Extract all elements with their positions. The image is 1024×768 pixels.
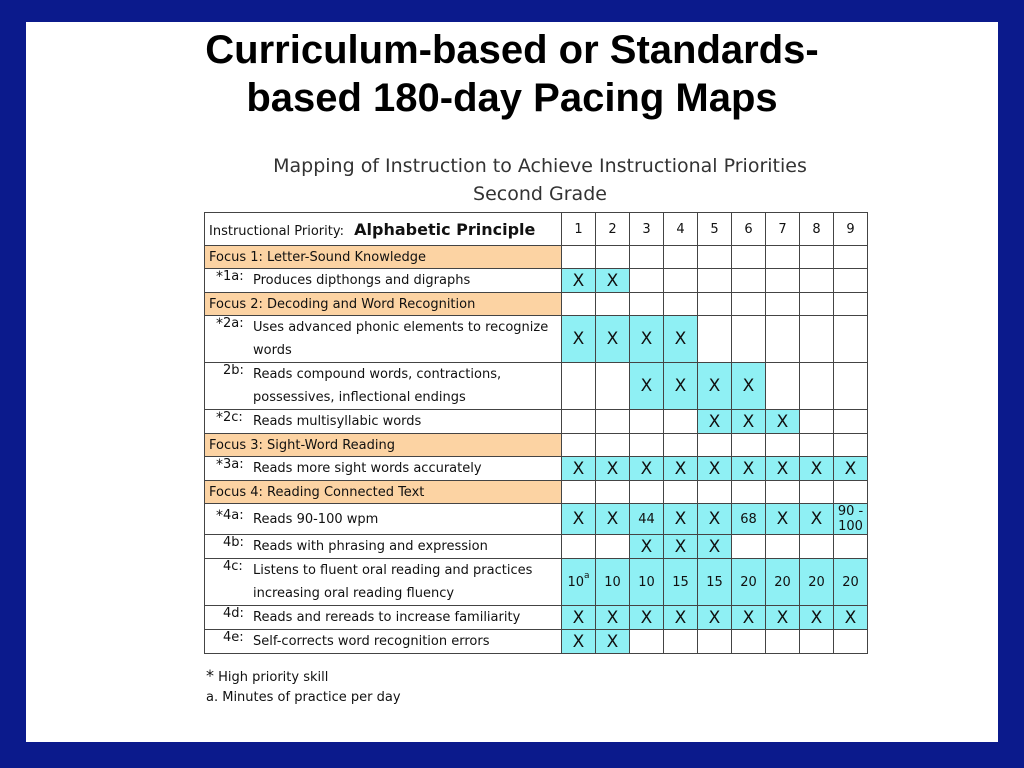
scheduled-cell bbox=[732, 504, 766, 535]
scheduled-cell bbox=[698, 410, 732, 434]
focus-empty-cell bbox=[596, 293, 630, 316]
focus-empty-cell bbox=[698, 434, 732, 457]
empty-cell bbox=[834, 535, 868, 559]
skill-description: Reads and rereads to increase familiarity bbox=[253, 610, 521, 625]
skill-description: Reads with phrasing and expression bbox=[253, 539, 488, 554]
empty-cell bbox=[834, 363, 868, 410]
empty-cell bbox=[596, 410, 630, 434]
table-notes bbox=[206, 666, 401, 708]
focus-empty-cell bbox=[834, 246, 868, 269]
cell-value: 90 - 100 bbox=[837, 504, 864, 534]
skill-label-cell bbox=[205, 504, 562, 535]
skill-label-cell bbox=[205, 410, 562, 434]
scheduled-cell bbox=[562, 269, 596, 293]
skill-label-cell bbox=[205, 559, 562, 606]
cell-value: X bbox=[640, 607, 653, 628]
focus-empty-cell bbox=[834, 434, 868, 457]
note-high-priority-text: High priority skill bbox=[218, 670, 329, 685]
cell-value: X bbox=[572, 509, 585, 529]
skill-description: Self-corrects word recognition errors bbox=[253, 634, 490, 649]
focus-empty-cell bbox=[732, 246, 766, 269]
cell-value: X bbox=[640, 329, 653, 349]
cell-value: 10 bbox=[567, 574, 585, 590]
cell-value: X bbox=[606, 329, 619, 349]
empty-cell bbox=[766, 630, 800, 654]
slide-canvas bbox=[26, 22, 998, 742]
skill-code: 4c: bbox=[223, 559, 243, 574]
cell-value: 20 bbox=[808, 574, 825, 590]
cell-value: X bbox=[810, 509, 823, 529]
empty-cell bbox=[732, 316, 766, 363]
cell-value: 10 bbox=[638, 574, 655, 590]
pacing-map-table bbox=[204, 212, 868, 654]
skill-code: 1a: bbox=[223, 269, 244, 284]
title-line-1: Curriculum-based or Standards- bbox=[205, 28, 819, 72]
cell-value: 10 bbox=[604, 574, 621, 590]
focus-empty-cell bbox=[562, 293, 596, 316]
scheduled-cell bbox=[630, 457, 664, 481]
focus-empty-cell bbox=[698, 246, 732, 269]
focus-empty-cell bbox=[664, 293, 698, 316]
cell-value: X bbox=[776, 607, 789, 628]
empty-cell bbox=[698, 269, 732, 293]
priority-header-cell bbox=[205, 213, 562, 246]
empty-cell bbox=[630, 410, 664, 434]
cell-value: X bbox=[572, 458, 585, 479]
scheduled-cell bbox=[562, 559, 596, 606]
skill-description: Reads compound words, contractions, possessives, inflectional endings bbox=[253, 367, 502, 405]
cell-value: 15 bbox=[672, 574, 689, 590]
empty-cell bbox=[664, 410, 698, 434]
skill-code: 4a: bbox=[223, 507, 244, 523]
skill-description: Produces dipthongs and digraphs bbox=[253, 273, 471, 288]
cell-value: X bbox=[742, 607, 755, 628]
skill-row bbox=[205, 630, 868, 654]
skill-row bbox=[205, 410, 868, 434]
scheduled-cell bbox=[664, 504, 698, 535]
cell-value: 68 bbox=[740, 511, 757, 527]
cell-value: X bbox=[742, 376, 755, 396]
cell-value: X bbox=[810, 607, 823, 628]
scheduled-cell bbox=[562, 606, 596, 630]
cell-value: 15 bbox=[706, 574, 723, 590]
scheduled-cell bbox=[800, 559, 834, 606]
week-header-2: 2 bbox=[596, 213, 630, 246]
focus-empty-cell bbox=[732, 293, 766, 316]
skill-description: Uses advanced phonic elements to recognize words bbox=[253, 320, 549, 358]
cell-value: X bbox=[742, 411, 755, 432]
cell-value: X bbox=[708, 458, 721, 479]
note-high-priority bbox=[206, 666, 401, 688]
table-heading bbox=[0, 152, 1024, 208]
skill-label-cell bbox=[205, 363, 562, 410]
skill-label-cell bbox=[205, 630, 562, 654]
empty-cell bbox=[596, 363, 630, 410]
cell-value: X bbox=[708, 376, 721, 396]
empty-cell bbox=[562, 535, 596, 559]
scheduled-cell bbox=[630, 316, 664, 363]
cell-value: X bbox=[572, 329, 585, 349]
focus-empty-cell bbox=[562, 481, 596, 504]
cell-value: X bbox=[708, 509, 721, 529]
cell-value: X bbox=[674, 376, 687, 396]
week-header-7: 7 bbox=[766, 213, 800, 246]
scheduled-cell bbox=[664, 606, 698, 630]
focus-row bbox=[205, 481, 868, 504]
scheduled-cell bbox=[834, 457, 868, 481]
priority-star-icon: * bbox=[216, 316, 223, 332]
focus-empty-cell bbox=[562, 434, 596, 457]
cell-value: X bbox=[776, 458, 789, 479]
week-header-8: 8 bbox=[800, 213, 834, 246]
empty-cell bbox=[834, 630, 868, 654]
empty-cell bbox=[562, 363, 596, 410]
focus-heading: Focus 1: Letter-Sound Knowledge bbox=[205, 246, 562, 269]
empty-cell bbox=[766, 269, 800, 293]
cell-value: X bbox=[606, 458, 619, 479]
skill-code: 2a: bbox=[223, 316, 244, 331]
scheduled-cell bbox=[766, 457, 800, 481]
cell-value: X bbox=[606, 270, 619, 291]
focus-empty-cell bbox=[664, 434, 698, 457]
cell-value: 44 bbox=[638, 511, 655, 527]
scheduled-cell bbox=[562, 504, 596, 535]
scheduled-cell bbox=[664, 559, 698, 606]
scheduled-cell bbox=[630, 504, 664, 535]
priority-star-icon: * bbox=[216, 410, 223, 426]
focus-empty-cell bbox=[732, 481, 766, 504]
skill-code: 4d: bbox=[223, 606, 244, 621]
focus-empty-cell bbox=[800, 434, 834, 457]
cell-value: X bbox=[844, 607, 857, 628]
scheduled-cell bbox=[596, 559, 630, 606]
empty-cell bbox=[732, 535, 766, 559]
focus-heading: Focus 4: Reading Connected Text bbox=[205, 481, 562, 504]
cell-value: X bbox=[674, 329, 687, 349]
scheduled-cell bbox=[766, 559, 800, 606]
focus-empty-cell bbox=[562, 246, 596, 269]
focus-empty-cell bbox=[834, 293, 868, 316]
scheduled-cell bbox=[596, 606, 630, 630]
focus-empty-cell bbox=[766, 246, 800, 269]
skill-description: Reads 90-100 wpm bbox=[253, 511, 379, 527]
scheduled-cell bbox=[562, 316, 596, 363]
scheduled-cell bbox=[732, 457, 766, 481]
focus-empty-cell bbox=[596, 246, 630, 269]
skill-label-cell bbox=[205, 269, 562, 293]
priority-star-icon: * bbox=[216, 457, 223, 473]
week-header-4: 4 bbox=[664, 213, 698, 246]
focus-row bbox=[205, 434, 868, 457]
empty-cell bbox=[596, 535, 630, 559]
empty-cell bbox=[834, 269, 868, 293]
cell-value: X bbox=[640, 376, 653, 396]
empty-cell bbox=[732, 630, 766, 654]
table-heading-line-2: Second Grade bbox=[473, 183, 607, 205]
week-header-1: 1 bbox=[562, 213, 596, 246]
scheduled-cell bbox=[596, 630, 630, 654]
focus-row bbox=[205, 293, 868, 316]
scheduled-cell bbox=[630, 606, 664, 630]
scheduled-cell bbox=[698, 606, 732, 630]
scheduled-cell bbox=[664, 457, 698, 481]
focus-empty-cell bbox=[698, 293, 732, 316]
priority-value: Alphabetic Principle bbox=[354, 219, 536, 239]
scheduled-cell bbox=[596, 504, 630, 535]
cell-value: X bbox=[674, 509, 687, 529]
cell-value: X bbox=[572, 631, 585, 652]
cell-value: X bbox=[844, 458, 857, 479]
priority-star-icon: * bbox=[216, 507, 223, 524]
focus-empty-cell bbox=[596, 434, 630, 457]
focus-empty-cell bbox=[766, 481, 800, 504]
scheduled-cell bbox=[664, 316, 698, 363]
focus-empty-cell bbox=[630, 293, 664, 316]
scheduled-cell bbox=[766, 606, 800, 630]
focus-empty-cell bbox=[800, 293, 834, 316]
week-header-5: 5 bbox=[698, 213, 732, 246]
scheduled-cell bbox=[630, 535, 664, 559]
cell-value: 20 bbox=[740, 574, 757, 590]
focus-heading: Focus 2: Decoding and Word Recognition bbox=[205, 293, 562, 316]
cell-value: 20 bbox=[842, 574, 859, 590]
week-header-9: 9 bbox=[834, 213, 868, 246]
skill-label-cell bbox=[205, 316, 562, 363]
skill-row bbox=[205, 559, 868, 606]
scheduled-cell bbox=[800, 504, 834, 535]
cell-value: X bbox=[708, 607, 721, 628]
cell-value: X bbox=[742, 458, 755, 479]
focus-empty-cell bbox=[664, 246, 698, 269]
empty-cell bbox=[834, 410, 868, 434]
cell-value: X bbox=[606, 607, 619, 628]
slide-title bbox=[0, 26, 1024, 122]
cell-value: 20 bbox=[774, 574, 791, 590]
scheduled-cell bbox=[732, 559, 766, 606]
empty-cell bbox=[766, 535, 800, 559]
priority-label: Instructional Priority: bbox=[209, 223, 344, 239]
skill-code: 4b: bbox=[223, 535, 244, 550]
cell-value: X bbox=[572, 270, 585, 291]
focus-empty-cell bbox=[834, 481, 868, 504]
title-line-2: based 180-day Pacing Maps bbox=[246, 76, 778, 120]
focus-empty-cell bbox=[630, 434, 664, 457]
scheduled-cell bbox=[800, 457, 834, 481]
scheduled-cell bbox=[766, 410, 800, 434]
scheduled-cell bbox=[800, 606, 834, 630]
empty-cell bbox=[800, 630, 834, 654]
empty-cell bbox=[630, 269, 664, 293]
scheduled-cell bbox=[834, 559, 868, 606]
skill-row bbox=[205, 316, 868, 363]
focus-empty-cell bbox=[630, 246, 664, 269]
focus-empty-cell bbox=[800, 246, 834, 269]
cell-value: X bbox=[708, 411, 721, 432]
priority-star-icon: * bbox=[216, 269, 223, 285]
scheduled-cell bbox=[698, 559, 732, 606]
skill-row bbox=[205, 504, 868, 535]
focus-empty-cell bbox=[698, 481, 732, 504]
empty-cell bbox=[766, 316, 800, 363]
skill-code: 4e: bbox=[223, 630, 244, 645]
cell-value: X bbox=[674, 607, 687, 628]
scheduled-cell bbox=[562, 457, 596, 481]
skill-row bbox=[205, 535, 868, 559]
scheduled-cell bbox=[630, 559, 664, 606]
skill-code: 2b: bbox=[223, 363, 244, 378]
focus-heading: Focus 3: Sight-Word Reading bbox=[205, 434, 562, 457]
cell-value: X bbox=[810, 458, 823, 479]
skill-label-cell bbox=[205, 606, 562, 630]
footnote-marker: a bbox=[584, 570, 590, 581]
skill-row bbox=[205, 269, 868, 293]
empty-cell bbox=[834, 316, 868, 363]
empty-cell bbox=[800, 410, 834, 434]
cell-value: X bbox=[640, 536, 653, 557]
scheduled-cell bbox=[732, 410, 766, 434]
focus-empty-cell bbox=[596, 481, 630, 504]
skill-label-cell bbox=[205, 457, 562, 481]
cell-value: X bbox=[572, 607, 585, 628]
empty-cell bbox=[766, 363, 800, 410]
cell-value: X bbox=[708, 536, 721, 557]
scheduled-cell bbox=[732, 606, 766, 630]
empty-cell bbox=[562, 410, 596, 434]
scheduled-cell bbox=[630, 363, 664, 410]
cell-value: X bbox=[776, 509, 789, 529]
focus-empty-cell bbox=[800, 481, 834, 504]
scheduled-cell bbox=[596, 457, 630, 481]
week-header-3: 3 bbox=[630, 213, 664, 246]
empty-cell bbox=[630, 630, 664, 654]
focus-empty-cell bbox=[630, 481, 664, 504]
scheduled-cell bbox=[698, 504, 732, 535]
skill-row bbox=[205, 606, 868, 630]
cell-value: X bbox=[640, 458, 653, 479]
scheduled-cell bbox=[698, 457, 732, 481]
scheduled-cell bbox=[698, 535, 732, 559]
table-heading-line-1: Mapping of Instruction to Achieve Instructional Priorities bbox=[273, 155, 807, 177]
cell-value: X bbox=[674, 536, 687, 557]
note-star: * bbox=[206, 666, 214, 685]
scheduled-cell bbox=[664, 535, 698, 559]
scheduled-cell bbox=[732, 363, 766, 410]
skill-label-cell bbox=[205, 535, 562, 559]
skill-description: Reads multisyllabic words bbox=[253, 414, 422, 429]
scheduled-cell bbox=[834, 606, 868, 630]
empty-cell bbox=[732, 269, 766, 293]
skill-description: Reads more sight words accurately bbox=[253, 461, 482, 476]
focus-empty-cell bbox=[766, 293, 800, 316]
skill-row bbox=[205, 363, 868, 410]
empty-cell bbox=[698, 316, 732, 363]
empty-cell bbox=[800, 316, 834, 363]
empty-cell bbox=[664, 630, 698, 654]
scheduled-cell bbox=[766, 504, 800, 535]
scheduled-cell bbox=[596, 269, 630, 293]
scheduled-cell bbox=[698, 363, 732, 410]
skill-code: 2c: bbox=[223, 410, 243, 425]
empty-cell bbox=[664, 269, 698, 293]
skill-description: Listens to fluent oral reading and practices increasing oral reading fluency bbox=[253, 563, 533, 601]
scheduled-cell bbox=[834, 504, 868, 535]
cell-value: X bbox=[606, 631, 619, 652]
focus-empty-cell bbox=[732, 434, 766, 457]
focus-empty-cell bbox=[766, 434, 800, 457]
note-minutes: a. Minutes of practice per day bbox=[206, 690, 401, 705]
empty-cell bbox=[698, 630, 732, 654]
skill-row bbox=[205, 457, 868, 481]
skill-code: 3a: bbox=[223, 457, 244, 472]
cell-value: X bbox=[606, 509, 619, 529]
focus-row bbox=[205, 246, 868, 269]
empty-cell bbox=[800, 363, 834, 410]
scheduled-cell bbox=[596, 316, 630, 363]
table-header-row bbox=[205, 213, 868, 246]
empty-cell bbox=[800, 269, 834, 293]
empty-cell bbox=[800, 535, 834, 559]
scheduled-cell bbox=[664, 363, 698, 410]
focus-empty-cell bbox=[664, 481, 698, 504]
cell-value: X bbox=[674, 458, 687, 479]
scheduled-cell bbox=[562, 630, 596, 654]
cell-value: X bbox=[776, 411, 789, 432]
week-header-6: 6 bbox=[732, 213, 766, 246]
